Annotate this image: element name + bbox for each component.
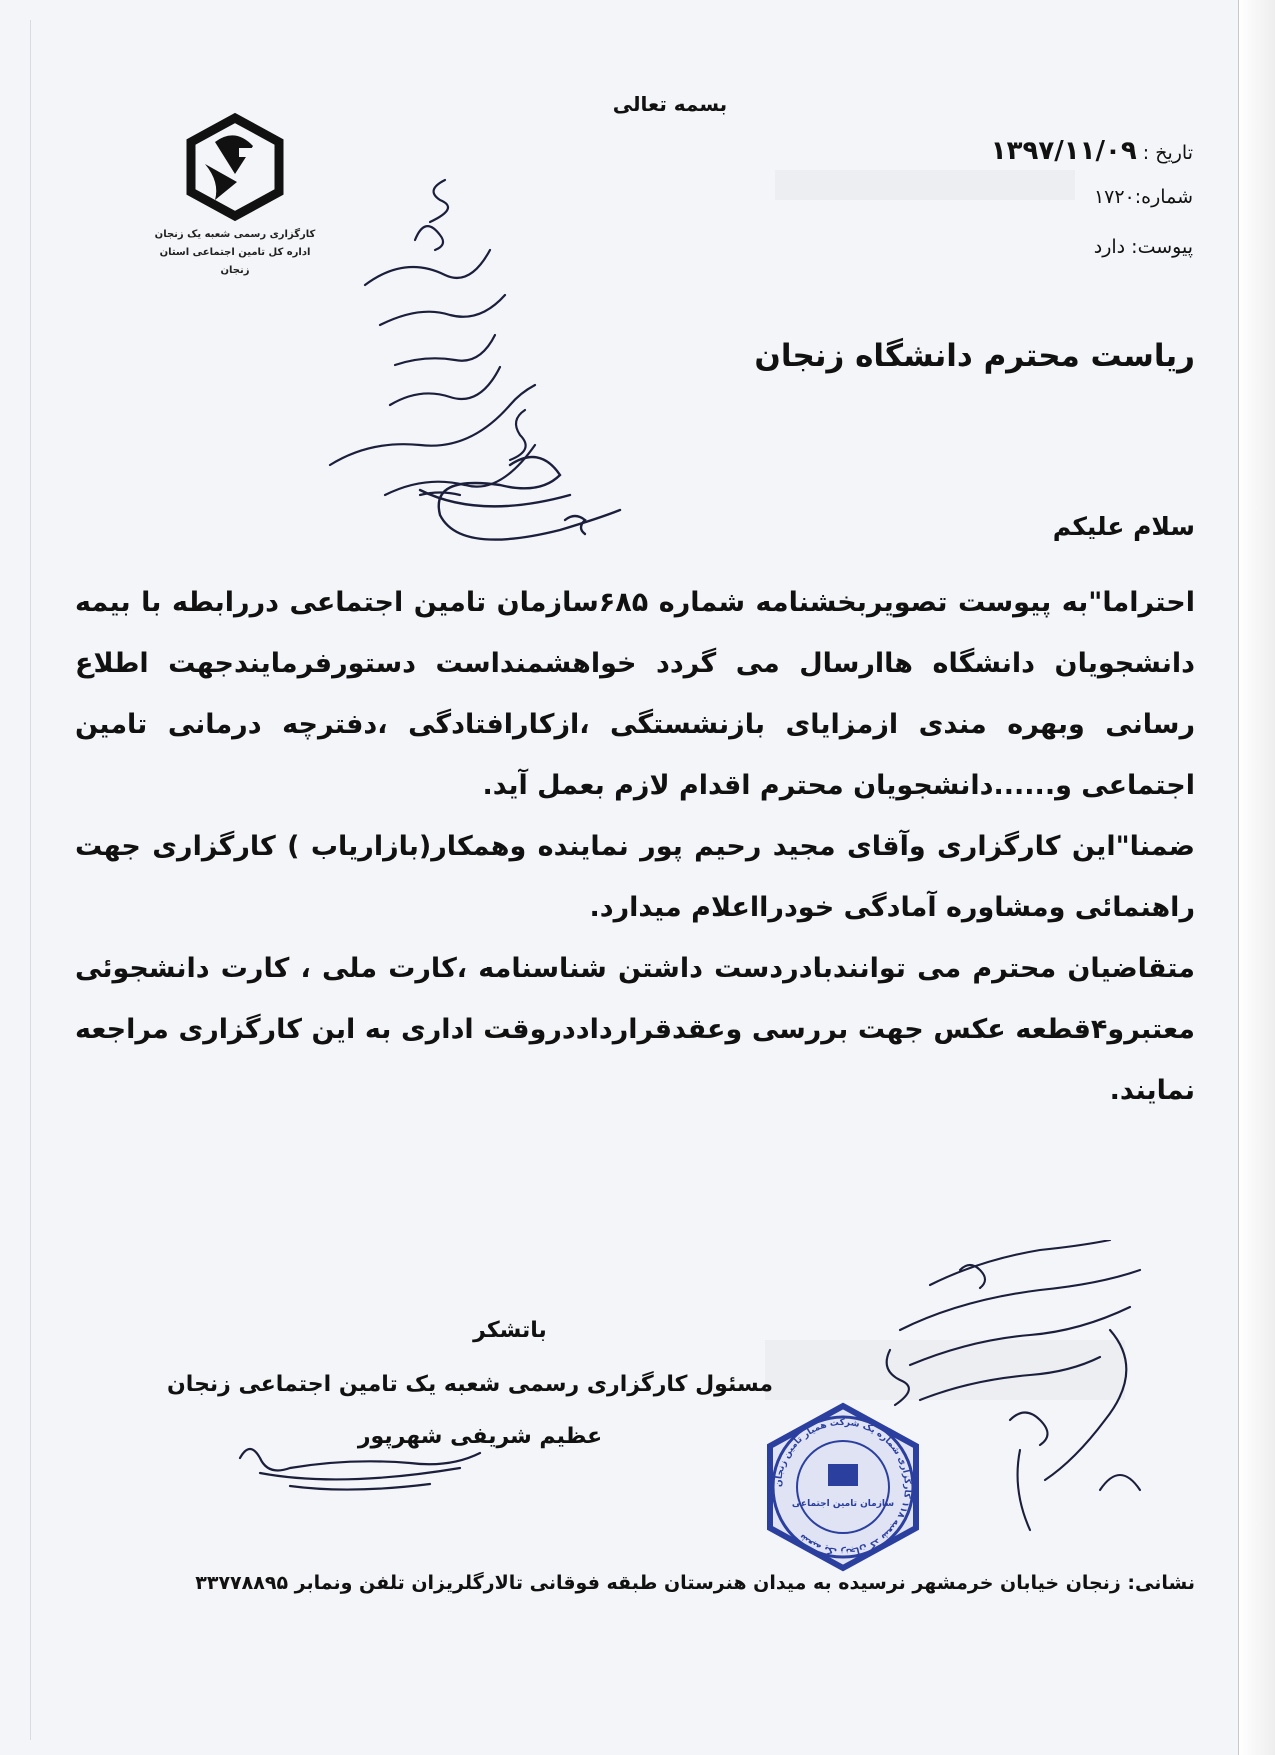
logo-caption-line1: کارگزاری رسمی شعبه یک زنجان [154, 229, 316, 240]
signer-name: عظیم شریفی شهرپور [357, 1424, 603, 1449]
paper-fold-line [30, 20, 31, 1740]
greeting-text: سلام علیکم [1052, 512, 1195, 541]
show-through-shadow [775, 170, 1075, 200]
handwritten-margin-note [870, 1240, 1200, 1540]
addressee-heading: ریاست محترم دانشگاه زنجان [754, 338, 1195, 374]
signature-scribble [230, 1428, 490, 1508]
stamp-ring-text: شعبه یک زنجان کد شعبه ۱۱۸ کارگزاری شماره یک شرکت همیار تامین زنجان [773, 1417, 913, 1557]
date-value: ۱۳۹۷/۱۱/۰۹ [990, 136, 1137, 166]
body-paragraph: متقاضیان محترم می توانندبادردست داشتن شناسنامه ،کارت ملی ، کارت دانشجوئی معتبرو۴قطعه عکس جهت بررسی وعقدقرارداددروقت اداری به این کارگزاری مراجعه نمایند. [75, 953, 1195, 1106]
number-label: شماره: [1134, 186, 1193, 208]
number-row [1094, 186, 1193, 208]
date-row [991, 136, 1193, 166]
bismillah-heading: بسمه تعالی [612, 92, 728, 116]
organization-logo [150, 112, 320, 280]
stamp-center-text: سازمان تامین اجتماعی [791, 1499, 895, 1509]
handwritten-referral-note [310, 165, 640, 585]
scan-edge [1238, 0, 1275, 1755]
body-paragraph: ضمنا"این کارگزاری وآقای مجید رحیم پور نماینده وهمکار(بازاریاب ) کارگزاری جهت راهنمائی ومشاوره آمادگی خودرااعلام میدارد. [75, 831, 1195, 923]
attachment-row [1094, 236, 1193, 258]
social-security-logo-icon [175, 112, 295, 222]
body-paragraph: احتراما"به پیوست تصویربخشنامه شماره ۶۸۵سازمان تامین اجتماعی دررابطه با بیمه دانشجویان دانشگاه هاارسال می گردد خواهشمنداست دستورفرمایندجهت اطلاع رسانی وبهره مندی ازمزایای بازنشستگی ،ازکارافتادگی ،دفترچه درمانی تامین اجتماعی و......دانشجویان محترم اقدام لازم بعمل آید. [75, 587, 1195, 801]
date-label: تاریخ : [1142, 142, 1193, 164]
letter-body [75, 572, 1195, 1121]
logo-caption-line2: اداره کل تامین اجتماعی استان زنجان [159, 247, 311, 276]
closing-text: باتشکر [473, 1318, 547, 1343]
footer-address: نشانی: زنجان خیابان خرمشهر نرسیده به میدان هنرستان طبقه فوقانی تالارگلریزان تلفن ونمابر ۳۳۷۷۸۸۹۵ [195, 1572, 1195, 1594]
attachment-label: پیوست: [1131, 236, 1193, 258]
signer-title: مسئول کارگزاری رسمی شعبه یک تامین اجتماعی زنجان [167, 1372, 773, 1397]
attachment-value: دارد [1093, 236, 1126, 258]
number-value: ۱۷۲۰ [1093, 186, 1135, 208]
